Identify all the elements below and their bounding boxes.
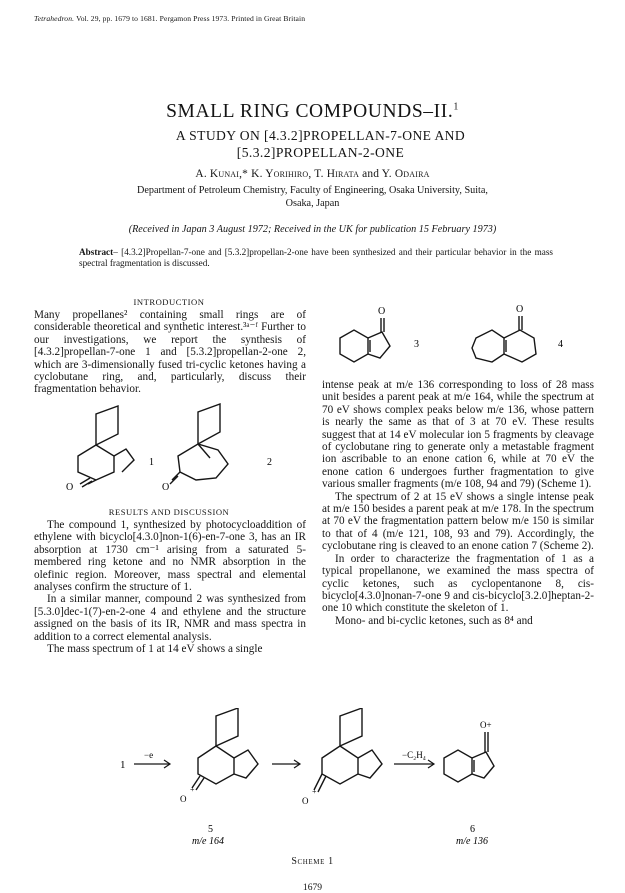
results-left-text bbox=[34, 519, 306, 655]
structure-2-drawing bbox=[170, 404, 228, 484]
carbonyl-o-1: O bbox=[66, 482, 74, 492]
affiliation bbox=[70, 185, 555, 210]
results-heading: RESULTS AND DISCUSSION bbox=[108, 507, 230, 517]
page-number: 1679 bbox=[302, 882, 323, 893]
left-paragraph-2: In a similar manner, compound 2 was synthesized from [5.3.0]dec-1(7)-en-2-one 4 and ethylene and the structure assigned on the basis of its IR, NMR and mass spectra in addition to a correct elemental analysis. bbox=[34, 593, 306, 643]
scheme-caption: Scheme 1 bbox=[291, 856, 334, 867]
left-paragraph-1: The compound 1, synthesized by photocycloaddition of ethylene with bicyclo[4.3.0]non-1(6)-en-7-one 3, has an IR absorption at 1730 cm⁻¹ arising from a saturated 5-membered ring ketone and no NMR absorption in the olefinic region. Moreover, mass spectral and elemental analyses confirm the structure of 1. bbox=[34, 519, 306, 594]
structure-3-drawing bbox=[340, 318, 390, 362]
abstract bbox=[79, 247, 553, 270]
journal-name: Tetrahedron. bbox=[34, 14, 75, 23]
journal-details: Vol. 29, pp. 1679 to 1681. Pergamon Press 1973. Printed in Great Britain bbox=[76, 14, 306, 23]
arrow-ionization bbox=[134, 760, 170, 768]
structures-1-2 bbox=[50, 400, 290, 492]
arrow-rearrangement bbox=[272, 760, 300, 768]
author-2: K. Yorihiro, bbox=[251, 168, 312, 180]
journal-header bbox=[34, 14, 305, 23]
structure-intermediate-drawing bbox=[314, 708, 382, 792]
carbonyl-o-intermediate: O bbox=[302, 796, 309, 806]
mass-5: m/e 164 bbox=[192, 836, 224, 847]
introduction-paragraph bbox=[34, 309, 306, 396]
author-3: T. Hirata bbox=[314, 168, 360, 180]
oxonium-6: O+ bbox=[480, 720, 492, 730]
left-paragraph-3: The mass spectrum of 1 at 14 eV shows a single bbox=[47, 643, 263, 656]
introduction-heading: INTRODUCTION bbox=[133, 297, 205, 307]
mass-6: m/e 136 bbox=[456, 836, 488, 847]
article-title bbox=[0, 101, 625, 123]
compound-4-label: 4 bbox=[558, 339, 563, 350]
compound-2-label: 2 bbox=[267, 457, 272, 468]
subtitle-line-1: A STUDY ON [4.3.2]PROPELLAN-7-ONE AND bbox=[175, 128, 466, 143]
structures-3-4 bbox=[326, 296, 596, 376]
title-footnote: 1 bbox=[453, 101, 459, 113]
author-conjunction: and bbox=[362, 168, 380, 180]
scheme-1-diagram bbox=[100, 708, 520, 854]
affiliation-line-2: Osaka, Japan bbox=[285, 197, 340, 209]
carbonyl-o-4: O bbox=[516, 304, 524, 315]
right-paragraph-3: In order to characterize the fragmentation of 1 as a typical propellanone, we examined the mass spectra of cyclic ketones, such as cyclopentanone 8, cis-bicyclo[4.3.0]nonan-7-one 9 and cis-bicyclo[3.2.0]heptan-2-one 10 which constitute the skeleton of 1. bbox=[322, 552, 594, 615]
title-text: SMALL RING COMPOUNDS–II. bbox=[166, 101, 454, 122]
subtitle-line-2: [5.3.2]PROPELLAN-2-ONE bbox=[236, 145, 405, 160]
structure-6-drawing bbox=[444, 732, 494, 782]
abstract-label: Abstract bbox=[79, 247, 114, 257]
affiliation-line-1: Department of Petroleum Chemistry, Faculty of Engineering, Osaka University, Suita, bbox=[137, 185, 488, 196]
results-right-text bbox=[322, 379, 594, 627]
charge-5: + bbox=[190, 785, 195, 794]
arrow-1-label: −e bbox=[144, 750, 154, 760]
carbonyl-o-3: O bbox=[378, 306, 386, 317]
carbonyl-o-2: O bbox=[162, 482, 170, 492]
right-paragraph-2: The spectrum of 2 at 15 eV shows a single intense peak at m/e 150 besides a parent peak at m/e 178. In the spectrum at 70 eV the fragmentation pattern below m/e 150 is similar to that of 4 (m/e 121, 108, 93 and 79). Accordingly, the cyclobutane ring is cleaved to an enone cation 7 (Scheme 2). bbox=[322, 490, 594, 553]
arrow-ethylene-loss bbox=[394, 760, 434, 768]
compound-6-label: 6 bbox=[470, 824, 475, 835]
structure-1-drawing bbox=[78, 406, 134, 487]
compound-1-label: 1 bbox=[149, 457, 154, 468]
scheme-start-compound: 1 bbox=[120, 759, 126, 771]
structure-5-drawing bbox=[192, 708, 258, 790]
author-4: Y. Odaira bbox=[381, 168, 430, 180]
right-paragraph-1: intense peak at m/e 136 corresponding to loss of 28 mass unit besides a parent peak at m/e 164, while the spectrum at 70 eV shows complex peaks below m/e 136, whose pattern is nearly the same as that of 3 at 70 eV. These results suggest that at 14 eV molecular ion 5 fragments by cleavage of cyclobutane ring to generate only a metastable fragment ion ascribable to an enone cation 6, while at 70 eV the enone cation 6 undergoes further fragmentation to give various smaller fragments (m/e 108, 94 and 79) (Scheme 1). bbox=[322, 379, 594, 491]
carbonyl-o-5: O bbox=[180, 794, 187, 804]
structure-4-drawing bbox=[472, 316, 536, 362]
article-subtitle bbox=[118, 127, 523, 161]
received-dates: (Received in Japan 3 August 1972; Received in the UK for publication 15 February 1973) bbox=[128, 224, 497, 235]
author-1: A. Kunai,* bbox=[195, 168, 249, 180]
charge-intermediate: + bbox=[312, 787, 317, 796]
compound-5-label: 5 bbox=[208, 824, 213, 835]
arrow-3-label: −C₂H₄ bbox=[402, 750, 426, 760]
compound-3-label: 3 bbox=[414, 339, 419, 350]
author-list bbox=[0, 168, 625, 180]
intro-text: Many propellanes² containing small rings are of considerable theoretical and synthetic interest.³ᵃ⁻ᶠ Further to our investigations, we report the synthesis of [4.3.2]propellan-7-one 1 and [5.3.2]propellan-2-one 2, which are 3-dimensionally fused tri-cyclic ketones having a cyclobutane ring, and, particularly, discuss their fragmentation behavior. bbox=[34, 309, 306, 396]
abstract-text: – [4.3.2]Propellan-7-one and [5.3.2]propellan-2-one have been synthesized and their particular behavior in the mass spectral fragmentation is discussed. bbox=[79, 247, 553, 269]
right-paragraph-4: Mono- and bi-cyclic ketones, such as 8⁴ and bbox=[335, 614, 533, 627]
